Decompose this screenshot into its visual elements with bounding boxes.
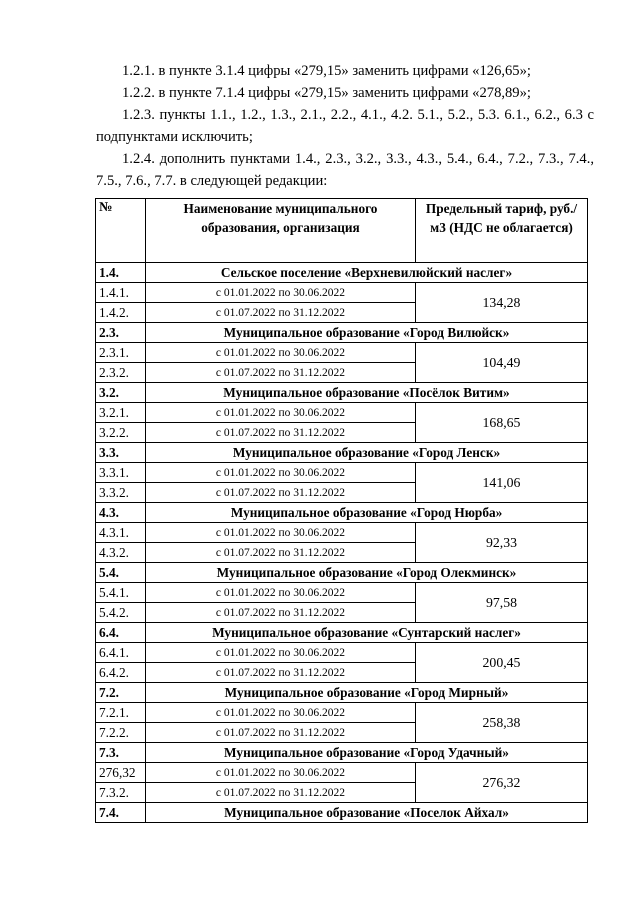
- section-name: Сельское поселение «Верхневилюйский наслег»: [146, 263, 588, 283]
- table-row: [96, 703, 588, 723]
- tariff-value: 92,33: [416, 523, 588, 563]
- table-row: [96, 583, 588, 603]
- section-row: [96, 503, 588, 523]
- section-row: [96, 803, 588, 823]
- row-number: 3.3.2.: [96, 483, 146, 503]
- section-name: Муниципальное образование «Поселок Айхал»: [146, 803, 588, 823]
- row-number: 6.4.2.: [96, 663, 146, 683]
- row-number: 2.3.1.: [96, 343, 146, 363]
- section-number: 2.3.: [96, 323, 146, 343]
- section-row: [96, 323, 588, 343]
- table-header-row: [96, 199, 588, 263]
- row-number: 1.4.1.: [96, 283, 146, 303]
- section-name: Муниципальное образование «Сунтарский наслег»: [146, 623, 588, 643]
- section-row: [96, 623, 588, 643]
- table-row: [96, 763, 588, 783]
- row-period: с 01.01.2022 по 30.06.2022: [146, 463, 416, 483]
- header-name: Наименование муниципального образования, организация: [146, 199, 416, 263]
- paragraph-1-2-3: 1.2.3. пункты 1.1., 1.2., 1.3., 2.1., 2.2., 4.1., 4.2. 5.1., 5.2., 5.3. 6.1., 6.2., 6.3 с подпунктами исключить;: [96, 107, 594, 145]
- table-row: [96, 343, 588, 363]
- section-name: Муниципальное образование «Город Олекминск»: [146, 563, 588, 583]
- row-period: с 01.01.2022 по 30.06.2022: [146, 403, 416, 423]
- tariff-value: 276,32: [416, 763, 588, 803]
- row-period: с 01.01.2022 по 30.06.2022: [146, 643, 416, 663]
- section-row: [96, 383, 588, 403]
- section-number: 7.4.: [96, 803, 146, 823]
- tariff-value: 200,45: [416, 643, 588, 683]
- paragraph-1-2-2: 1.2.2. в пункте 7.1.4 цифры «279,15» заменить цифрами «278,89»;: [122, 85, 531, 101]
- row-period: с 01.07.2022 по 31.12.2022: [146, 723, 416, 743]
- row-period: с 01.07.2022 по 31.12.2022: [146, 543, 416, 563]
- row-number: 2.3.2.: [96, 363, 146, 383]
- row-period: с 01.07.2022 по 31.12.2022: [146, 783, 416, 803]
- paragraph-1-2-4: 1.2.4. дополнить пунктами 1.4., 2.3., 3.2., 3.3., 4.3., 5.4., 6.4., 7.2., 7.3., 7.4., 7.5., 7.6., 7.7. в следующей редакции:: [96, 151, 594, 189]
- section-number: 5.4.: [96, 563, 146, 583]
- row-number: 3.3.1.: [96, 463, 146, 483]
- row-number: 5.4.2.: [96, 603, 146, 623]
- row-number: 7.2.2.: [96, 723, 146, 743]
- tariff-value: 168,65: [416, 403, 588, 443]
- section-number: 3.2.: [96, 383, 146, 403]
- section-number: 6.4.: [96, 623, 146, 643]
- row-number: 7.2.1.: [96, 703, 146, 723]
- section-name: Муниципальное образование «Город Ленск»: [146, 443, 588, 463]
- row-period: с 01.01.2022 по 30.06.2022: [146, 523, 416, 543]
- table-row: [96, 283, 588, 303]
- section-number: 7.2.: [96, 683, 146, 703]
- row-period: с 01.01.2022 по 30.06.2022: [146, 343, 416, 363]
- row-period: с 01.07.2022 по 31.12.2022: [146, 363, 416, 383]
- tariff-table-body: [96, 199, 588, 823]
- section-name: Муниципальное образование «Город Мирный»: [146, 683, 588, 703]
- table-row: [96, 463, 588, 483]
- row-period: с 01.01.2022 по 30.06.2022: [146, 703, 416, 723]
- table-row: [96, 403, 588, 423]
- row-number: 1.4.2.: [96, 303, 146, 323]
- section-row: [96, 683, 588, 703]
- header-tariff: Предельный тариф, руб./м3 (НДС не облагается): [416, 199, 588, 263]
- row-number: 4.3.2.: [96, 543, 146, 563]
- section-name: Муниципальное образование «Город Вилюйск»: [146, 323, 588, 343]
- row-period: с 01.07.2022 по 31.12.2022: [146, 483, 416, 503]
- row-period: с 01.01.2022 по 30.06.2022: [146, 283, 416, 303]
- section-name: Муниципальное образование «Город Нюрба»: [146, 503, 588, 523]
- section-number: 4.3.: [96, 503, 146, 523]
- row-number: 5.4.1.: [96, 583, 146, 603]
- table-row: [96, 523, 588, 543]
- section-number: 3.3.: [96, 443, 146, 463]
- tariff-value: 134,28: [416, 283, 588, 323]
- tariff-value: 258,38: [416, 703, 588, 743]
- row-number: 4.3.1.: [96, 523, 146, 543]
- row-number: 3.2.2.: [96, 423, 146, 443]
- row-period: с 01.07.2022 по 31.12.2022: [146, 303, 416, 323]
- section-row: [96, 443, 588, 463]
- row-period: с 01.07.2022 по 31.12.2022: [146, 423, 416, 443]
- row-period: с 01.01.2022 по 30.06.2022: [146, 583, 416, 603]
- row-number: 7.3.2.: [96, 783, 146, 803]
- header-number: №: [96, 199, 146, 263]
- section-row: [96, 743, 588, 763]
- section-row: [96, 263, 588, 283]
- row-number: 3.2.1.: [96, 403, 146, 423]
- tariff-value: 104,49: [416, 343, 588, 383]
- section-name: Муниципальное образование «Город Удачный»: [146, 743, 588, 763]
- section-number: 1.4.: [96, 263, 146, 283]
- tariff-value: 97,58: [416, 583, 588, 623]
- tariff-value: 141,06: [416, 463, 588, 503]
- paragraph-1-2-1: 1.2.1. в пункте 3.1.4 цифры «279,15» заменить цифрами «126,65»;: [122, 63, 531, 79]
- row-number: 276,32: [96, 763, 146, 783]
- row-period: с 01.07.2022 по 31.12.2022: [146, 603, 416, 623]
- row-number: 6.4.1.: [96, 643, 146, 663]
- row-period: с 01.01.2022 по 30.06.2022: [146, 763, 416, 783]
- row-period: с 01.07.2022 по 31.12.2022: [146, 663, 416, 683]
- section-row: [96, 563, 588, 583]
- section-number: 7.3.: [96, 743, 146, 763]
- table-row: [96, 643, 588, 663]
- section-name: Муниципальное образование «Посёлок Витим»: [146, 383, 588, 403]
- tariff-table: [95, 198, 588, 823]
